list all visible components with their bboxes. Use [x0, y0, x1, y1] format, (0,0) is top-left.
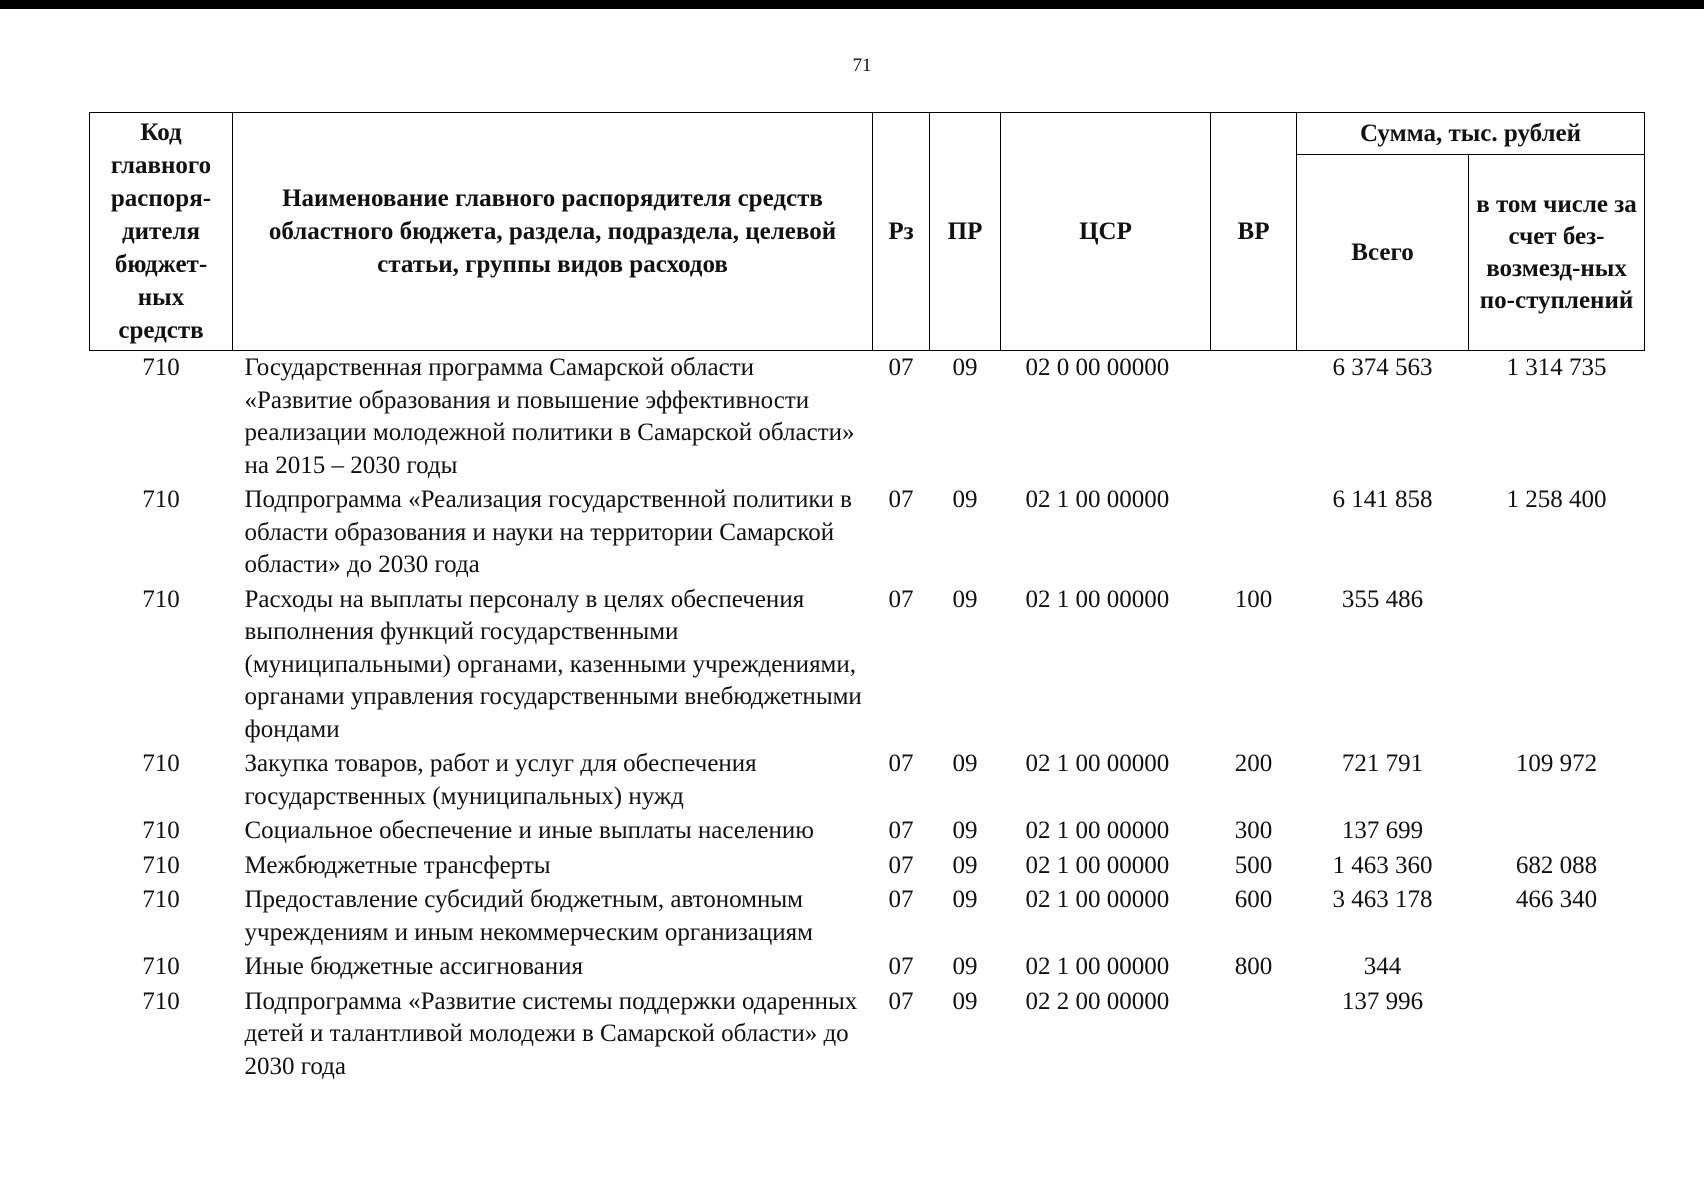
cell-code: 710: [142, 987, 180, 1015]
cell-name: Подпрограмма «Реализация государственной политики в области образования и науки на территории Самарской области» до 2030 года: [244, 486, 852, 578]
table-row: [90, 351, 1645, 484]
cell-free: 466 340: [1515, 886, 1598, 913]
cell-pr: 09: [952, 851, 978, 879]
cell-name: Расходы на выплаты персоналу в целях обеспечения выполнения функций государственными (муниципальными) органами, казенными учреждениями, органами управления государственными внебюджетными фондами: [244, 585, 862, 743]
header-sum-group: Сумма, тыс. рублей: [1297, 113, 1645, 155]
cell-vr: [1211, 483, 1297, 583]
cell-free: [1469, 814, 1645, 849]
table-row: [90, 814, 1645, 849]
cell-pr: 09: [952, 886, 978, 913]
cell-code: 710: [142, 953, 180, 980]
cell-name: Иные бюджетные ассигнования: [244, 953, 584, 980]
header-total: Всего: [1297, 155, 1469, 351]
cell-csr: 02 1 00 00000: [1025, 750, 1170, 777]
cell-rz: 07: [888, 886, 914, 913]
cell-rz: 07: [888, 486, 914, 513]
cell-csr: 02 1 00 00000: [1025, 486, 1170, 513]
header-pr: ПР: [930, 113, 1001, 351]
cell-total: 1 463 360: [1332, 851, 1433, 879]
table-header: [90, 113, 1645, 351]
cell-csr: 02 1 00 00000: [1025, 817, 1170, 844]
cell-name: Государственная программа Самарской области «Развитие образования и повышение эффективности реализации молодежной политики в Самарской области» на 2015 – 2030 годы: [244, 354, 855, 479]
cell-name: Предоставление субсидий бюджетным, автономным учреждениям и иным некоммерческим организациям: [244, 886, 813, 946]
header-code: Код главного распоря-дителя бюджет-ных средств: [90, 113, 233, 351]
table-row: [90, 985, 1645, 1085]
cell-free: 109 972: [1515, 750, 1598, 777]
top-border-bar: [0, 0, 1704, 9]
cell-pr: 09: [952, 486, 978, 513]
table-row: [90, 950, 1645, 985]
cell-total: 6 141 858: [1332, 486, 1433, 513]
budget-table: [89, 112, 1645, 1084]
cell-csr: 02 2 00 00000: [1025, 987, 1170, 1015]
header-name: Наименование главного распорядителя средств областного бюджета, раздела, подраздела, целевой статьи, группы видов расходов: [233, 113, 873, 351]
cell-total: 355 486: [1341, 585, 1424, 613]
cell-code: 710: [142, 354, 180, 381]
table-row: [90, 483, 1645, 583]
table-row: [90, 883, 1645, 950]
cell-free: [1469, 950, 1645, 985]
cell-vr: [1211, 351, 1297, 484]
cell-pr: 09: [952, 987, 978, 1015]
table-body: [90, 351, 1645, 1085]
cell-code: 710: [142, 585, 180, 613]
header-csr: ЦСР: [1001, 113, 1211, 351]
cell-vr: 500: [1234, 851, 1273, 879]
cell-total: 344: [1363, 953, 1402, 980]
cell-free: [1469, 583, 1645, 748]
cell-vr: 600: [1234, 886, 1273, 913]
cell-total: 721 791: [1341, 750, 1424, 777]
cell-pr: 09: [952, 585, 978, 613]
cell-free: 682 088: [1515, 851, 1598, 879]
cell-code: 710: [142, 486, 180, 513]
header-vr: ВР: [1211, 113, 1297, 351]
header-rz: Рз: [873, 113, 930, 351]
cell-rz: 07: [888, 354, 914, 381]
cell-csr: 02 0 00 00000: [1025, 354, 1170, 381]
cell-code: 710: [142, 851, 180, 879]
table-row: [90, 849, 1645, 884]
cell-csr: 02 1 00 00000: [1025, 953, 1170, 980]
page-number: 71: [852, 55, 872, 76]
cell-rz: 07: [888, 750, 914, 777]
cell-rz: 07: [888, 585, 914, 613]
cell-vr: 100: [1234, 585, 1273, 613]
cell-rz: 07: [888, 953, 914, 980]
cell-vr: 200: [1234, 750, 1273, 777]
cell-name: Закупка товаров, работ и услуг для обеспечения государственных (муниципальных) нужд: [244, 750, 757, 810]
cell-free: 1 314 735: [1506, 354, 1607, 381]
cell-name: Подпрограмма «Развитие системы поддержки одаренных детей и талантливой молодежи в Самарской области» до 2030 года: [244, 987, 858, 1080]
cell-csr: 02 1 00 00000: [1025, 851, 1170, 879]
cell-total: 137 699: [1341, 817, 1424, 844]
cell-rz: 07: [888, 851, 914, 879]
cell-name: Социальное обеспечение и иные выплаты населению: [244, 817, 814, 844]
cell-code: 710: [142, 750, 180, 777]
cell-name: Межбюджетные трансферты: [244, 851, 551, 879]
cell-vr: [1211, 985, 1297, 1085]
cell-code: 710: [142, 817, 180, 844]
table-row: [90, 747, 1645, 814]
cell-total: 137 996: [1341, 987, 1424, 1015]
cell-pr: 09: [952, 953, 978, 980]
cell-csr: 02 1 00 00000: [1025, 886, 1170, 913]
cell-csr: 02 1 00 00000: [1025, 585, 1170, 613]
cell-code: 710: [142, 886, 180, 913]
cell-total: 3 463 178: [1332, 886, 1433, 913]
table-row: [90, 583, 1645, 748]
cell-pr: 09: [952, 750, 978, 777]
cell-rz: 07: [888, 817, 914, 844]
cell-total: 6 374 563: [1332, 354, 1433, 381]
cell-pr: 09: [952, 817, 978, 844]
cell-pr: 09: [952, 354, 978, 381]
cell-free: 1 258 400: [1506, 486, 1607, 513]
cell-free: [1469, 985, 1645, 1085]
cell-rz: 07: [888, 987, 914, 1015]
header-free-receipts: в том числе за счет без-возмезд-ных по-ступлений: [1469, 155, 1645, 351]
cell-vr: 300: [1234, 817, 1273, 844]
cell-vr: 800: [1234, 953, 1273, 980]
